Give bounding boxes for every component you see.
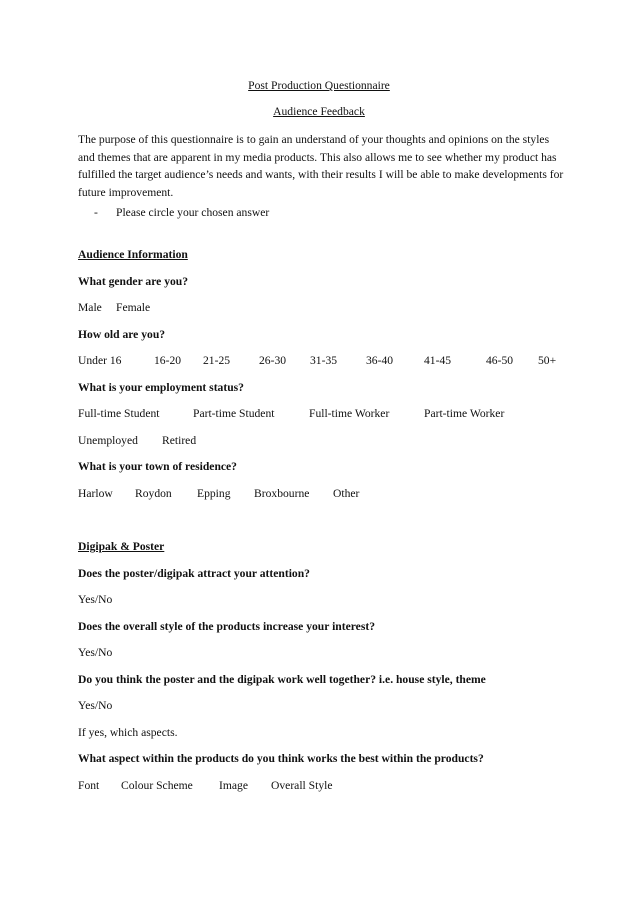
option-overall-style[interactable]: Overall Style [271, 779, 333, 792]
question-attention: Does the poster/digipak attract your attention? [78, 567, 310, 580]
option-harlow[interactable]: Harlow [78, 487, 113, 500]
option-image[interactable]: Image [219, 779, 248, 792]
option-age-26-30[interactable]: 26-30 [259, 354, 287, 367]
option-font[interactable]: Font [78, 779, 100, 792]
option-retired[interactable]: Retired [162, 434, 197, 447]
option-age-16-20[interactable]: 16-20 [154, 354, 182, 367]
answer-attention-yes-no[interactable]: Yes/No [78, 593, 113, 606]
bullet-dash: - [94, 206, 98, 219]
followup-text: If yes, which aspects. [78, 726, 178, 739]
option-part-time-worker[interactable]: Part-time Worker [424, 407, 505, 420]
option-broxbourne[interactable]: Broxbourne [254, 487, 310, 500]
option-other[interactable]: Other [333, 487, 360, 500]
option-full-time-student[interactable]: Full-time Student [78, 407, 160, 420]
document-title: Post Production Questionnaire [248, 79, 390, 92]
question-town: What is your town of residence? [78, 460, 237, 473]
instruction-text: Please circle your chosen answer [116, 206, 270, 219]
answer-style-yes-no[interactable]: Yes/No [78, 646, 113, 659]
option-female[interactable]: Female [116, 301, 151, 314]
answer-together-yes-no[interactable]: Yes/No [78, 699, 113, 712]
option-age-36-40[interactable]: 36-40 [366, 354, 394, 367]
document-subtitle: Audience Feedback [273, 105, 365, 118]
option-age-21-25[interactable]: 21-25 [203, 354, 231, 367]
option-part-time-student[interactable]: Part-time Student [193, 407, 275, 420]
option-age-46-50[interactable]: 46-50 [486, 354, 514, 367]
option-colour-scheme[interactable]: Colour Scheme [121, 779, 193, 792]
intro-paragraph: The purpose of this questionnaire is to gain an understand of your thoughts and opinions on the styles and themes that are apparent in my media products. This also allows me to see whether my product has fulfilled the target audience’s needs and wants, with their results I will be able to make developments for future improvement. [78, 133, 564, 199]
option-male[interactable]: Male [78, 301, 102, 314]
question-employment: What is your employment status? [78, 381, 244, 394]
option-roydon[interactable]: Roydon [135, 487, 172, 500]
audience-section-heading: Audience Information [78, 248, 188, 261]
option-age-31-35[interactable]: 31-35 [310, 354, 338, 367]
option-unemployed[interactable]: Unemployed [78, 434, 138, 447]
digipak-section-heading: Digipak & Poster [78, 540, 165, 553]
option-age-under-16[interactable]: Under 16 [78, 354, 122, 367]
option-age-50-plus[interactable]: 50+ [538, 354, 557, 367]
question-together: Do you think the poster and the digipak work well together? i.e. house style, theme [78, 673, 486, 686]
question-gender: What gender are you? [78, 275, 189, 288]
question-aspect: What aspect within the products do you think works the best within the products? [78, 752, 484, 765]
option-full-time-worker[interactable]: Full-time Worker [309, 407, 390, 420]
option-epping[interactable]: Epping [197, 487, 231, 500]
question-style: Does the overall style of the products increase your interest? [78, 620, 375, 633]
option-age-41-45[interactable]: 41-45 [424, 354, 452, 367]
question-age: How old are you? [78, 328, 166, 341]
